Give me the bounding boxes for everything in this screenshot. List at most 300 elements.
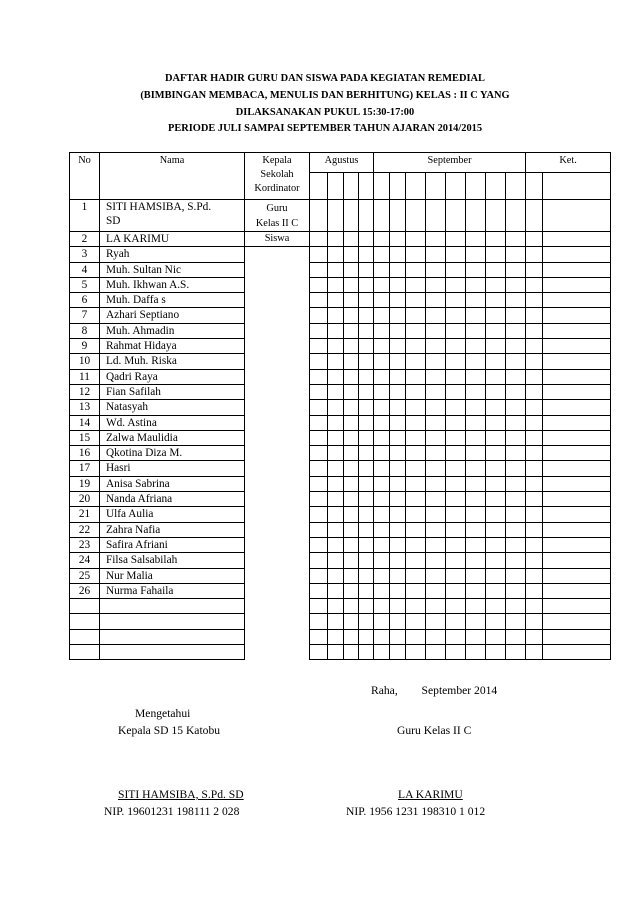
row-no: 15	[70, 430, 100, 445]
attendance-cell	[406, 553, 426, 568]
row-no: 22	[70, 522, 100, 537]
attendance-cell	[328, 599, 344, 614]
attendance-cell	[466, 339, 486, 354]
attendance-cell	[406, 247, 426, 262]
attendance-cell	[390, 645, 406, 660]
attendance-cell	[359, 461, 374, 476]
attendance-cell	[426, 430, 446, 445]
attendance-cell	[426, 232, 446, 247]
attendance-cell	[359, 232, 374, 247]
attendance-cell	[343, 293, 359, 308]
attendance-cell	[506, 339, 526, 354]
title-line-1: DAFTAR HADIR GURU DAN SISWA PADA KEGIATAN REMEDIAL	[165, 73, 485, 84]
attendance-cell	[526, 553, 543, 568]
attendance-cell	[486, 277, 506, 292]
row-no	[70, 614, 100, 629]
attendance-cell	[310, 476, 328, 491]
attendance-cell	[543, 583, 611, 598]
attendance-cell	[374, 384, 390, 399]
header-kepala-line1: Kepala	[262, 155, 292, 166]
attendance-cell	[343, 262, 359, 277]
attendance-cell	[374, 553, 390, 568]
attendance-cell	[310, 354, 328, 369]
attendance-cell	[343, 583, 359, 598]
row-kepala	[245, 400, 310, 415]
attendance-cell	[446, 200, 466, 232]
attendance-cell	[343, 507, 359, 522]
attendance-cell	[374, 492, 390, 507]
attendance-cell	[374, 446, 390, 461]
attendance-cell	[406, 568, 426, 583]
attendance-cell	[486, 461, 506, 476]
attendance-cell	[486, 507, 506, 522]
table-header-row	[70, 153, 611, 173]
attendance-cell	[343, 614, 359, 629]
attendance-cell	[466, 446, 486, 461]
row-no: 2	[70, 232, 100, 247]
attendance-cell	[390, 568, 406, 583]
table-row	[70, 461, 611, 476]
attendance-cell	[343, 354, 359, 369]
table-row	[70, 400, 611, 415]
row-kepala	[245, 629, 310, 644]
attendance-cell	[543, 507, 611, 522]
attendance-cell	[466, 537, 486, 552]
attendance-cell	[406, 200, 426, 232]
attendance-cell	[486, 339, 506, 354]
attendance-cell	[426, 400, 446, 415]
attendance-cell	[406, 522, 426, 537]
attendance-cell	[310, 293, 328, 308]
attendance-cell	[374, 568, 390, 583]
attendance-cell	[328, 400, 344, 415]
attendance-cell	[390, 247, 406, 262]
attendance-cell	[543, 461, 611, 476]
attendance-cell	[486, 446, 506, 461]
attendance-cell	[466, 645, 486, 660]
attendance-cell	[343, 400, 359, 415]
attendance-cell	[343, 599, 359, 614]
attendance-cell	[406, 461, 426, 476]
attendance-cell	[310, 200, 328, 232]
table-row	[70, 384, 611, 399]
row-kepala	[245, 339, 310, 354]
attendance-cell	[526, 629, 543, 644]
attendance-cell	[426, 415, 446, 430]
attendance-cell	[446, 400, 466, 415]
row-kepala	[245, 262, 310, 277]
attendance-cell	[374, 293, 390, 308]
table-row	[70, 200, 611, 232]
attendance-cell	[446, 354, 466, 369]
attendance-cell	[526, 568, 543, 583]
attendance-cell	[343, 339, 359, 354]
attendance-cell	[486, 522, 506, 537]
attendance-cell	[506, 492, 526, 507]
attendance-cell	[543, 354, 611, 369]
table-row	[70, 614, 611, 629]
attendance-cell	[426, 369, 446, 384]
attendance-cell	[486, 492, 506, 507]
attendance-cell	[543, 568, 611, 583]
attendance-cell	[543, 537, 611, 552]
attendance-cell	[543, 553, 611, 568]
attendance-cell	[390, 200, 406, 232]
attendance-cell	[359, 293, 374, 308]
attendance-cell	[343, 384, 359, 399]
attendance-cell	[426, 629, 446, 644]
attendance-cell	[446, 537, 466, 552]
attendance-cell	[506, 262, 526, 277]
row-no: 7	[70, 308, 100, 323]
attendance-cell	[466, 461, 486, 476]
attendance-cell	[446, 369, 466, 384]
attendance-cell	[486, 384, 506, 399]
attendance-cell	[406, 446, 426, 461]
attendance-cell	[343, 476, 359, 491]
attendance-cell	[374, 629, 390, 644]
attendance-cell	[328, 247, 344, 262]
place-date-month: September 2014	[421, 684, 498, 697]
attendance-cell	[390, 293, 406, 308]
left-signatory-nip: NIP. 19601231 198111 2 028	[104, 805, 240, 818]
attendance-cell	[506, 430, 526, 445]
attendance-cell	[374, 354, 390, 369]
attendance-cell	[374, 461, 390, 476]
row-name	[100, 629, 245, 644]
attendance-cell	[466, 430, 486, 445]
attendance-cell	[328, 492, 344, 507]
attendance-cell	[406, 583, 426, 598]
attendance-cell	[328, 507, 344, 522]
table-row	[70, 323, 611, 338]
attendance-cell	[526, 522, 543, 537]
attendance-cell	[374, 476, 390, 491]
row-kepala	[245, 354, 310, 369]
row-no: 4	[70, 262, 100, 277]
attendance-cell	[343, 200, 359, 232]
attendance-cell	[506, 614, 526, 629]
attendance-cell	[310, 629, 328, 644]
attendance-cell	[310, 308, 328, 323]
attendance-cell	[506, 323, 526, 338]
attendance-cell	[328, 537, 344, 552]
row-name: Safira Afriani	[100, 537, 245, 552]
attendance-cell	[426, 200, 446, 232]
attendance-cell	[406, 415, 426, 430]
attendance-cell	[374, 200, 390, 232]
row-no: 14	[70, 415, 100, 430]
attendance-cell	[506, 583, 526, 598]
attendance-cell	[506, 461, 526, 476]
attendance-cell	[359, 430, 374, 445]
attendance-cell	[390, 614, 406, 629]
attendance-cell	[466, 293, 486, 308]
attendance-cell	[446, 507, 466, 522]
attendance-cell	[486, 308, 506, 323]
attendance-cell	[390, 599, 406, 614]
attendance-cell	[359, 492, 374, 507]
attendance-cell	[390, 323, 406, 338]
table-row	[70, 507, 611, 522]
attendance-cell	[310, 262, 328, 277]
attendance-cell	[446, 599, 466, 614]
attendance-cell	[374, 262, 390, 277]
attendance-cell	[310, 645, 328, 660]
attendance-cell	[359, 476, 374, 491]
attendance-cell	[374, 537, 390, 552]
attendance-cell	[543, 430, 611, 445]
attendance-cell	[328, 200, 344, 232]
attendance-cell	[359, 645, 374, 660]
attendance-cell	[310, 522, 328, 537]
attendance-cell	[426, 645, 446, 660]
attendance-cell	[543, 599, 611, 614]
attendance-cell	[543, 415, 611, 430]
header-kepala-line3: Kordinator	[254, 183, 300, 194]
attendance-cell	[406, 629, 426, 644]
attendance-cell	[406, 323, 426, 338]
attendance-cell	[359, 415, 374, 430]
attendance-cell	[406, 537, 426, 552]
row-kepala	[245, 507, 310, 522]
attendance-cell	[543, 308, 611, 323]
attendance-cell	[466, 369, 486, 384]
attendance-cell	[506, 599, 526, 614]
attendance-cell	[328, 629, 344, 644]
row-no: 26	[70, 583, 100, 598]
attendance-cell	[506, 645, 526, 660]
attendance-cell	[446, 568, 466, 583]
attendance-cell	[466, 415, 486, 430]
attendance-cell	[328, 553, 344, 568]
attendance-cell	[526, 400, 543, 415]
attendance-cell	[328, 277, 344, 292]
table-row	[70, 492, 611, 507]
attendance-cell	[328, 568, 344, 583]
attendance-cell	[359, 599, 374, 614]
attendance-cell	[343, 323, 359, 338]
attendance-cell	[446, 232, 466, 247]
table-row	[70, 553, 611, 568]
row-name: Zalwa Maulidia	[100, 430, 245, 445]
attendance-cell	[374, 614, 390, 629]
attendance-cell	[390, 583, 406, 598]
attendance-cell	[543, 645, 611, 660]
attendance-cell	[426, 492, 446, 507]
attendance-cell	[543, 293, 611, 308]
row-no: 11	[70, 369, 100, 384]
attendance-cell	[406, 369, 426, 384]
table-row	[70, 232, 611, 247]
attendance-cell	[526, 323, 543, 338]
attendance-cell	[506, 293, 526, 308]
attendance-cell	[526, 476, 543, 491]
attendance-cell	[446, 614, 466, 629]
title-line-3: DILAKSANAKAN PUKUL 15:30-17:00	[235, 106, 415, 118]
attendance-cell	[374, 339, 390, 354]
attendance-cell	[310, 553, 328, 568]
row-kepala	[245, 200, 310, 232]
attendance-cell	[343, 553, 359, 568]
attendance-cell	[526, 200, 543, 232]
title-line-2: (BIMBINGAN MEMBACA, MENULIS DAN BERHITUNG) KELAS : II C YANG	[140, 89, 510, 101]
right-role: Guru Kelas II C	[397, 724, 472, 737]
table-row	[70, 369, 611, 384]
table-row	[70, 247, 611, 262]
attendance-cell	[359, 629, 374, 644]
attendance-cell	[374, 645, 390, 660]
attendance-cell	[506, 568, 526, 583]
attendance-cell	[543, 492, 611, 507]
attendance-cell	[390, 232, 406, 247]
attendance-cell	[390, 354, 406, 369]
attendance-cell	[343, 629, 359, 644]
attendance-cell	[343, 247, 359, 262]
row-no: 8	[70, 323, 100, 338]
row-name: Qkotina Diza M.	[100, 446, 245, 461]
table-row	[70, 430, 611, 445]
attendance-cell	[390, 446, 406, 461]
attendance-cell	[374, 599, 390, 614]
attendance-cell	[446, 430, 466, 445]
row-name: Qadri Raya	[100, 369, 245, 384]
attendance-cell	[466, 614, 486, 629]
attendance-cell	[406, 354, 426, 369]
attendance-cell	[328, 614, 344, 629]
header-ket: Ket.	[526, 153, 611, 173]
attendance-cell	[526, 430, 543, 445]
attendance-cell	[446, 583, 466, 598]
attendance-cell	[506, 400, 526, 415]
attendance-cell	[466, 583, 486, 598]
row-name	[100, 200, 245, 232]
left-role-2: Kepala SD 15 Katobu	[118, 724, 221, 737]
attendance-cell	[374, 522, 390, 537]
attendance-cell	[486, 415, 506, 430]
table-row	[70, 645, 611, 660]
attendance-cell	[486, 293, 506, 308]
attendance-cell	[343, 492, 359, 507]
attendance-cell	[486, 323, 506, 338]
row-name-line1: SITI HAMSIBA, S.Pd.	[106, 201, 212, 213]
attendance-cell	[406, 339, 426, 354]
attendance-cell	[328, 232, 344, 247]
row-name: Natasyah	[100, 400, 245, 415]
row-no	[70, 599, 100, 614]
attendance-cell	[359, 339, 374, 354]
attendance-cell	[506, 277, 526, 292]
attendance-cell	[543, 522, 611, 537]
attendance-cell	[390, 461, 406, 476]
attendance-cell	[328, 430, 344, 445]
row-kepala	[245, 308, 310, 323]
row-name: Ryah	[100, 247, 245, 262]
row-name: Ulfa Aulia	[100, 507, 245, 522]
attendance-cell	[359, 277, 374, 292]
row-name-line2: SD	[106, 215, 121, 228]
attendance-cell	[328, 262, 344, 277]
row-name: Anisa Sabrina	[100, 476, 245, 491]
attendance-cell	[466, 247, 486, 262]
table-row	[70, 537, 611, 552]
header-agustus: Agustus	[310, 153, 374, 173]
attendance-cell	[543, 339, 611, 354]
attendance-cell	[406, 293, 426, 308]
attendance-cell	[406, 645, 426, 660]
attendance-cell	[406, 400, 426, 415]
attendance-cell	[406, 476, 426, 491]
row-name: Azhari Septiano	[100, 308, 245, 323]
row-no	[70, 629, 100, 644]
attendance-cell	[390, 339, 406, 354]
attendance-cell	[328, 476, 344, 491]
attendance-cell	[506, 553, 526, 568]
row-kepala	[245, 384, 310, 399]
row-kepala	[245, 645, 310, 660]
row-name	[100, 645, 245, 660]
row-name: Nur Malia	[100, 568, 245, 583]
attendance-cell	[526, 262, 543, 277]
row-kepala	[245, 492, 310, 507]
left-role-1: Mengetahui	[135, 707, 191, 720]
attendance-cell	[390, 384, 406, 399]
table-row	[70, 522, 611, 537]
attendance-cell	[466, 232, 486, 247]
attendance-cell	[390, 553, 406, 568]
attendance-cell	[328, 369, 344, 384]
table-row	[70, 476, 611, 491]
attendance-cell	[486, 262, 506, 277]
attendance-cell	[543, 446, 611, 461]
attendance-cell	[359, 446, 374, 461]
attendance-cell	[310, 583, 328, 598]
attendance-cell	[328, 415, 344, 430]
attendance-cell	[328, 446, 344, 461]
row-name: Muh. Daffa s	[100, 293, 245, 308]
attendance-cell	[466, 308, 486, 323]
row-no: 16	[70, 446, 100, 461]
attendance-cell	[426, 599, 446, 614]
header-kepala-line2: Sekolah	[260, 169, 294, 180]
row-kepala	[245, 430, 310, 445]
attendance-cell	[328, 583, 344, 598]
attendance-cell	[310, 507, 328, 522]
attendance-cell	[359, 537, 374, 552]
attendance-table	[69, 152, 611, 660]
attendance-cell	[359, 614, 374, 629]
attendance-cell	[466, 323, 486, 338]
attendance-cell	[374, 369, 390, 384]
row-name: Ld. Muh. Riska	[100, 354, 245, 369]
attendance-cell	[526, 614, 543, 629]
attendance-cell	[426, 277, 446, 292]
attendance-cell	[526, 293, 543, 308]
attendance-cell	[390, 369, 406, 384]
attendance-cell	[426, 384, 446, 399]
attendance-cell	[310, 430, 328, 445]
attendance-cell	[526, 384, 543, 399]
attendance-cell	[526, 492, 543, 507]
attendance-cell	[390, 507, 406, 522]
attendance-cell	[359, 200, 374, 232]
row-kepala-line2: Kelas II C	[255, 218, 299, 229]
row-no: 23	[70, 537, 100, 552]
attendance-cell	[506, 629, 526, 644]
attendance-cell	[486, 583, 506, 598]
attendance-cell	[390, 277, 406, 292]
attendance-cell	[359, 507, 374, 522]
